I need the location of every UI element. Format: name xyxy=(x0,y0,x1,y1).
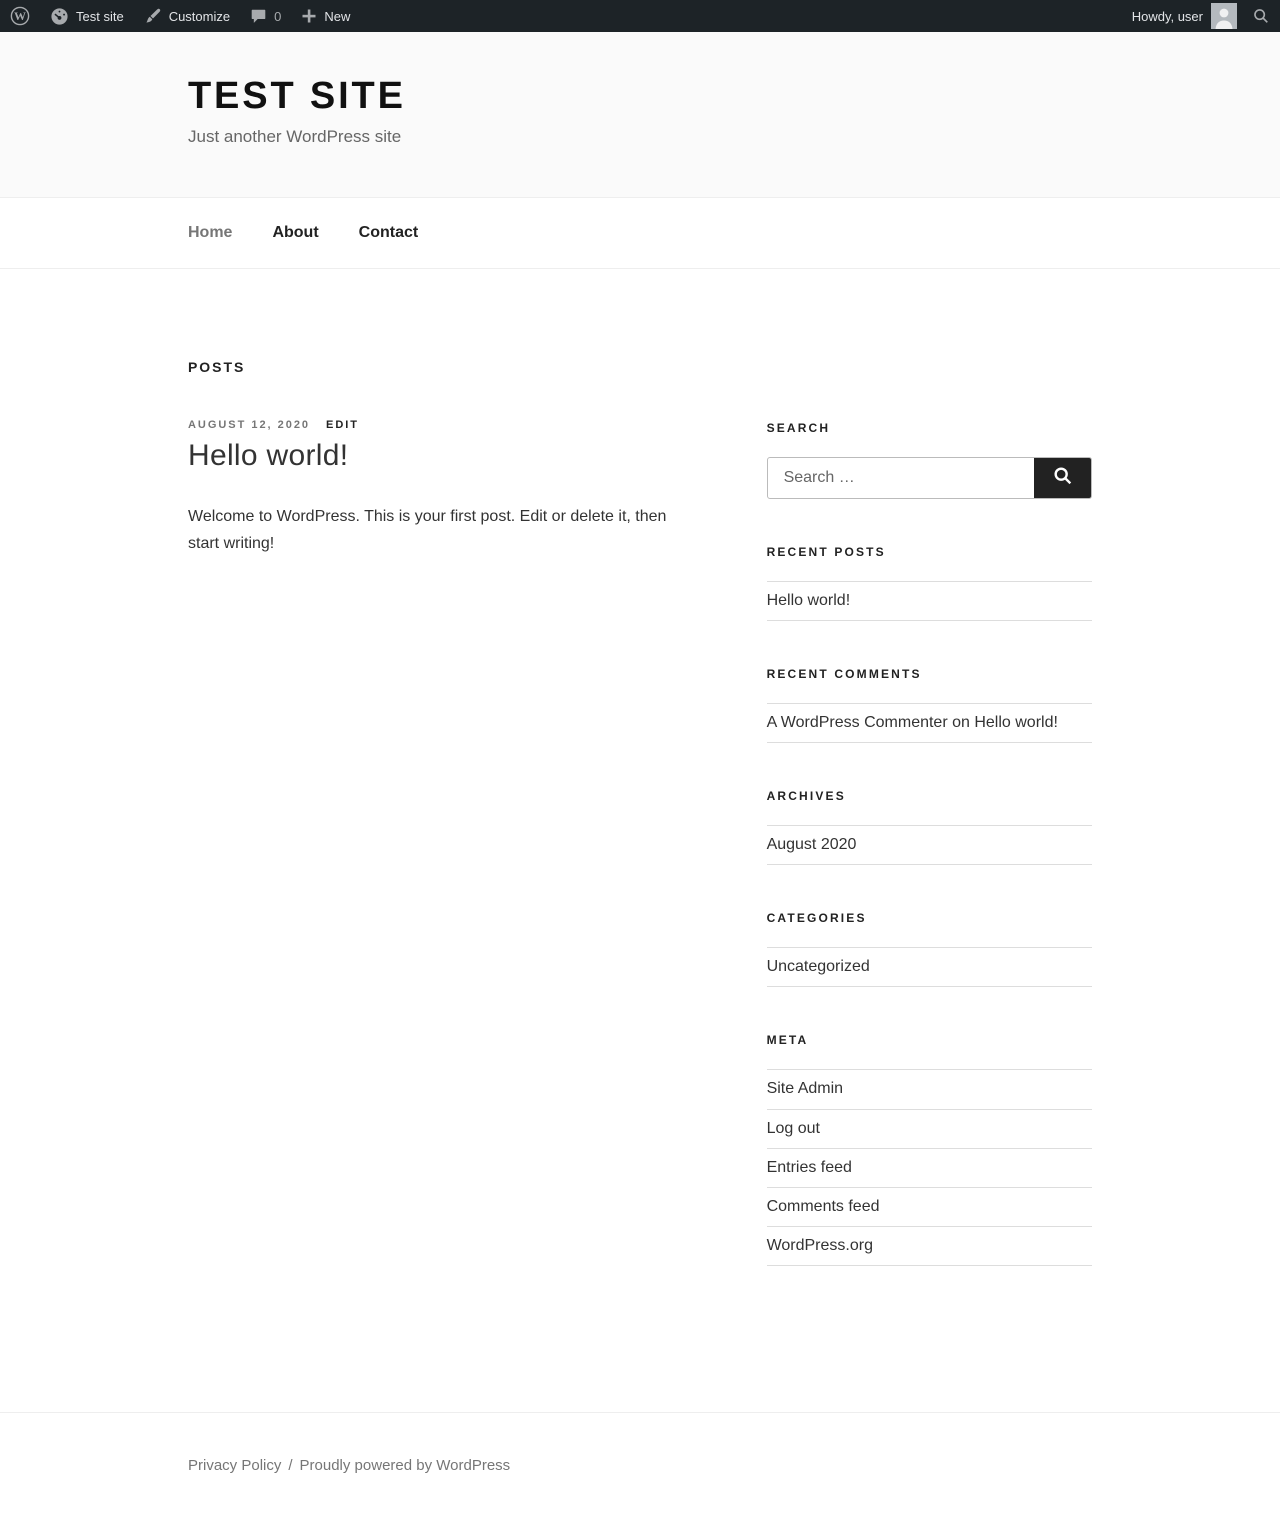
customize-paintbrush-icon xyxy=(144,7,162,25)
nav-item-home[interactable]: Home xyxy=(188,223,233,241)
list-item xyxy=(767,948,1092,987)
categories-list xyxy=(767,947,1092,987)
list-item xyxy=(767,1110,1092,1149)
site-tagline: Just another WordPress site xyxy=(188,126,402,146)
site-content xyxy=(0,269,1280,1413)
sidebar xyxy=(767,421,1092,1313)
list-item xyxy=(767,826,1092,865)
nav-item-about[interactable]: About xyxy=(272,223,319,241)
admin-bar-site-name[interactable] xyxy=(40,0,134,32)
avatar xyxy=(1211,3,1237,29)
post-edit-link[interactable]: EDIT xyxy=(326,418,360,431)
meta-widget xyxy=(767,1033,1092,1266)
admin-bar-customize-label: Customize xyxy=(168,8,231,24)
list-item xyxy=(767,1227,1092,1266)
site-footer xyxy=(0,1412,1280,1516)
plus-icon xyxy=(301,8,317,24)
post-article xyxy=(188,419,712,558)
search-widget-title: SEARCH xyxy=(766,420,831,435)
meta-link-site-admin[interactable]: Site Admin xyxy=(766,1080,844,1098)
meta-link-comments-feed[interactable]: Comments feed xyxy=(766,1197,880,1215)
privacy-policy-link[interactable]: Privacy Policy xyxy=(188,1457,282,1475)
post-title xyxy=(188,437,712,475)
categories-title: CATEGORIES xyxy=(766,911,867,926)
comment-connector: on xyxy=(947,713,975,731)
admin-bar-site-name-label: Test site xyxy=(76,8,124,24)
search-form xyxy=(767,457,1092,499)
recent-comments-list xyxy=(767,703,1092,743)
archives-title: ARCHIVES xyxy=(766,788,846,803)
entry-meta xyxy=(188,419,712,431)
recent-post-link[interactable]: Hello world! xyxy=(766,591,851,609)
admin-bar-comments-count: 0 xyxy=(274,8,282,24)
admin-bar-comments[interactable] xyxy=(240,0,291,32)
search-icon xyxy=(1052,465,1074,490)
list-item xyxy=(767,1188,1092,1227)
site-title[interactable]: TEST SITE xyxy=(188,75,406,117)
main-navigation xyxy=(0,197,1280,269)
page-title: POSTS xyxy=(188,358,246,375)
list-item xyxy=(767,704,1092,743)
site-header xyxy=(0,32,1280,197)
archive-link[interactable]: August 2020 xyxy=(766,835,857,853)
recent-posts-widget xyxy=(767,545,1092,621)
wordpress-logo-icon xyxy=(10,6,30,26)
admin-bar xyxy=(0,0,1280,32)
admin-bar-my-account[interactable] xyxy=(1123,0,1246,32)
categories-widget xyxy=(767,911,1092,987)
admin-bar-new-label: New xyxy=(324,8,351,24)
site-branding xyxy=(188,32,1092,197)
admin-bar-customize[interactable] xyxy=(134,0,240,32)
list-item xyxy=(767,1149,1092,1188)
meta-title: META xyxy=(766,1033,809,1048)
list-item xyxy=(767,1070,1092,1109)
list-item xyxy=(767,582,1092,621)
archives-widget xyxy=(767,789,1092,865)
recent-posts-list xyxy=(767,581,1092,621)
meta-link-wordpress-org[interactable]: WordPress.org xyxy=(766,1237,873,1255)
dashboard-icon xyxy=(50,7,69,26)
comments-bubble-icon xyxy=(250,8,267,25)
recent-comments-title: RECENT COMMENTS xyxy=(766,666,922,681)
recent-posts-title: RECENT POSTS xyxy=(766,544,886,559)
post-title-link[interactable]: Hello world! xyxy=(188,438,349,472)
post-date-link[interactable]: AUGUST 12, 2020 xyxy=(188,418,311,431)
admin-search-icon xyxy=(1252,7,1270,25)
meta-list xyxy=(767,1069,1092,1266)
search-widget xyxy=(767,421,1092,499)
category-link[interactable]: Uncategorized xyxy=(766,958,870,976)
meta-link-log-out[interactable]: Log out xyxy=(766,1119,820,1137)
meta-link-entries-feed[interactable]: Entries feed xyxy=(766,1158,852,1176)
main-column xyxy=(188,359,712,1313)
comment-author-link[interactable]: A WordPress Commenter xyxy=(766,713,948,731)
admin-bar-right xyxy=(1123,0,1280,32)
powered-by-link[interactable]: Proudly powered by WordPress xyxy=(299,1457,511,1475)
archives-list xyxy=(767,825,1092,865)
admin-bar-left xyxy=(0,0,360,32)
admin-bar-search[interactable] xyxy=(1246,0,1280,32)
footer-separator: / xyxy=(288,1457,293,1475)
svg-text:W: W xyxy=(14,9,26,23)
comment-post-link[interactable]: Hello world! xyxy=(974,713,1058,731)
wordpress-menu-item[interactable] xyxy=(0,0,40,32)
admin-bar-new[interactable] xyxy=(291,0,360,32)
nav-item-contact[interactable]: Contact xyxy=(358,223,419,241)
post-body: Welcome to WordPress. This is your first post. Edit or delete it, then start writing! xyxy=(188,508,667,552)
recent-comments-widget xyxy=(767,667,1092,743)
howdy-label: Howdy, user xyxy=(1131,8,1203,24)
search-submit-button[interactable] xyxy=(1034,458,1091,498)
